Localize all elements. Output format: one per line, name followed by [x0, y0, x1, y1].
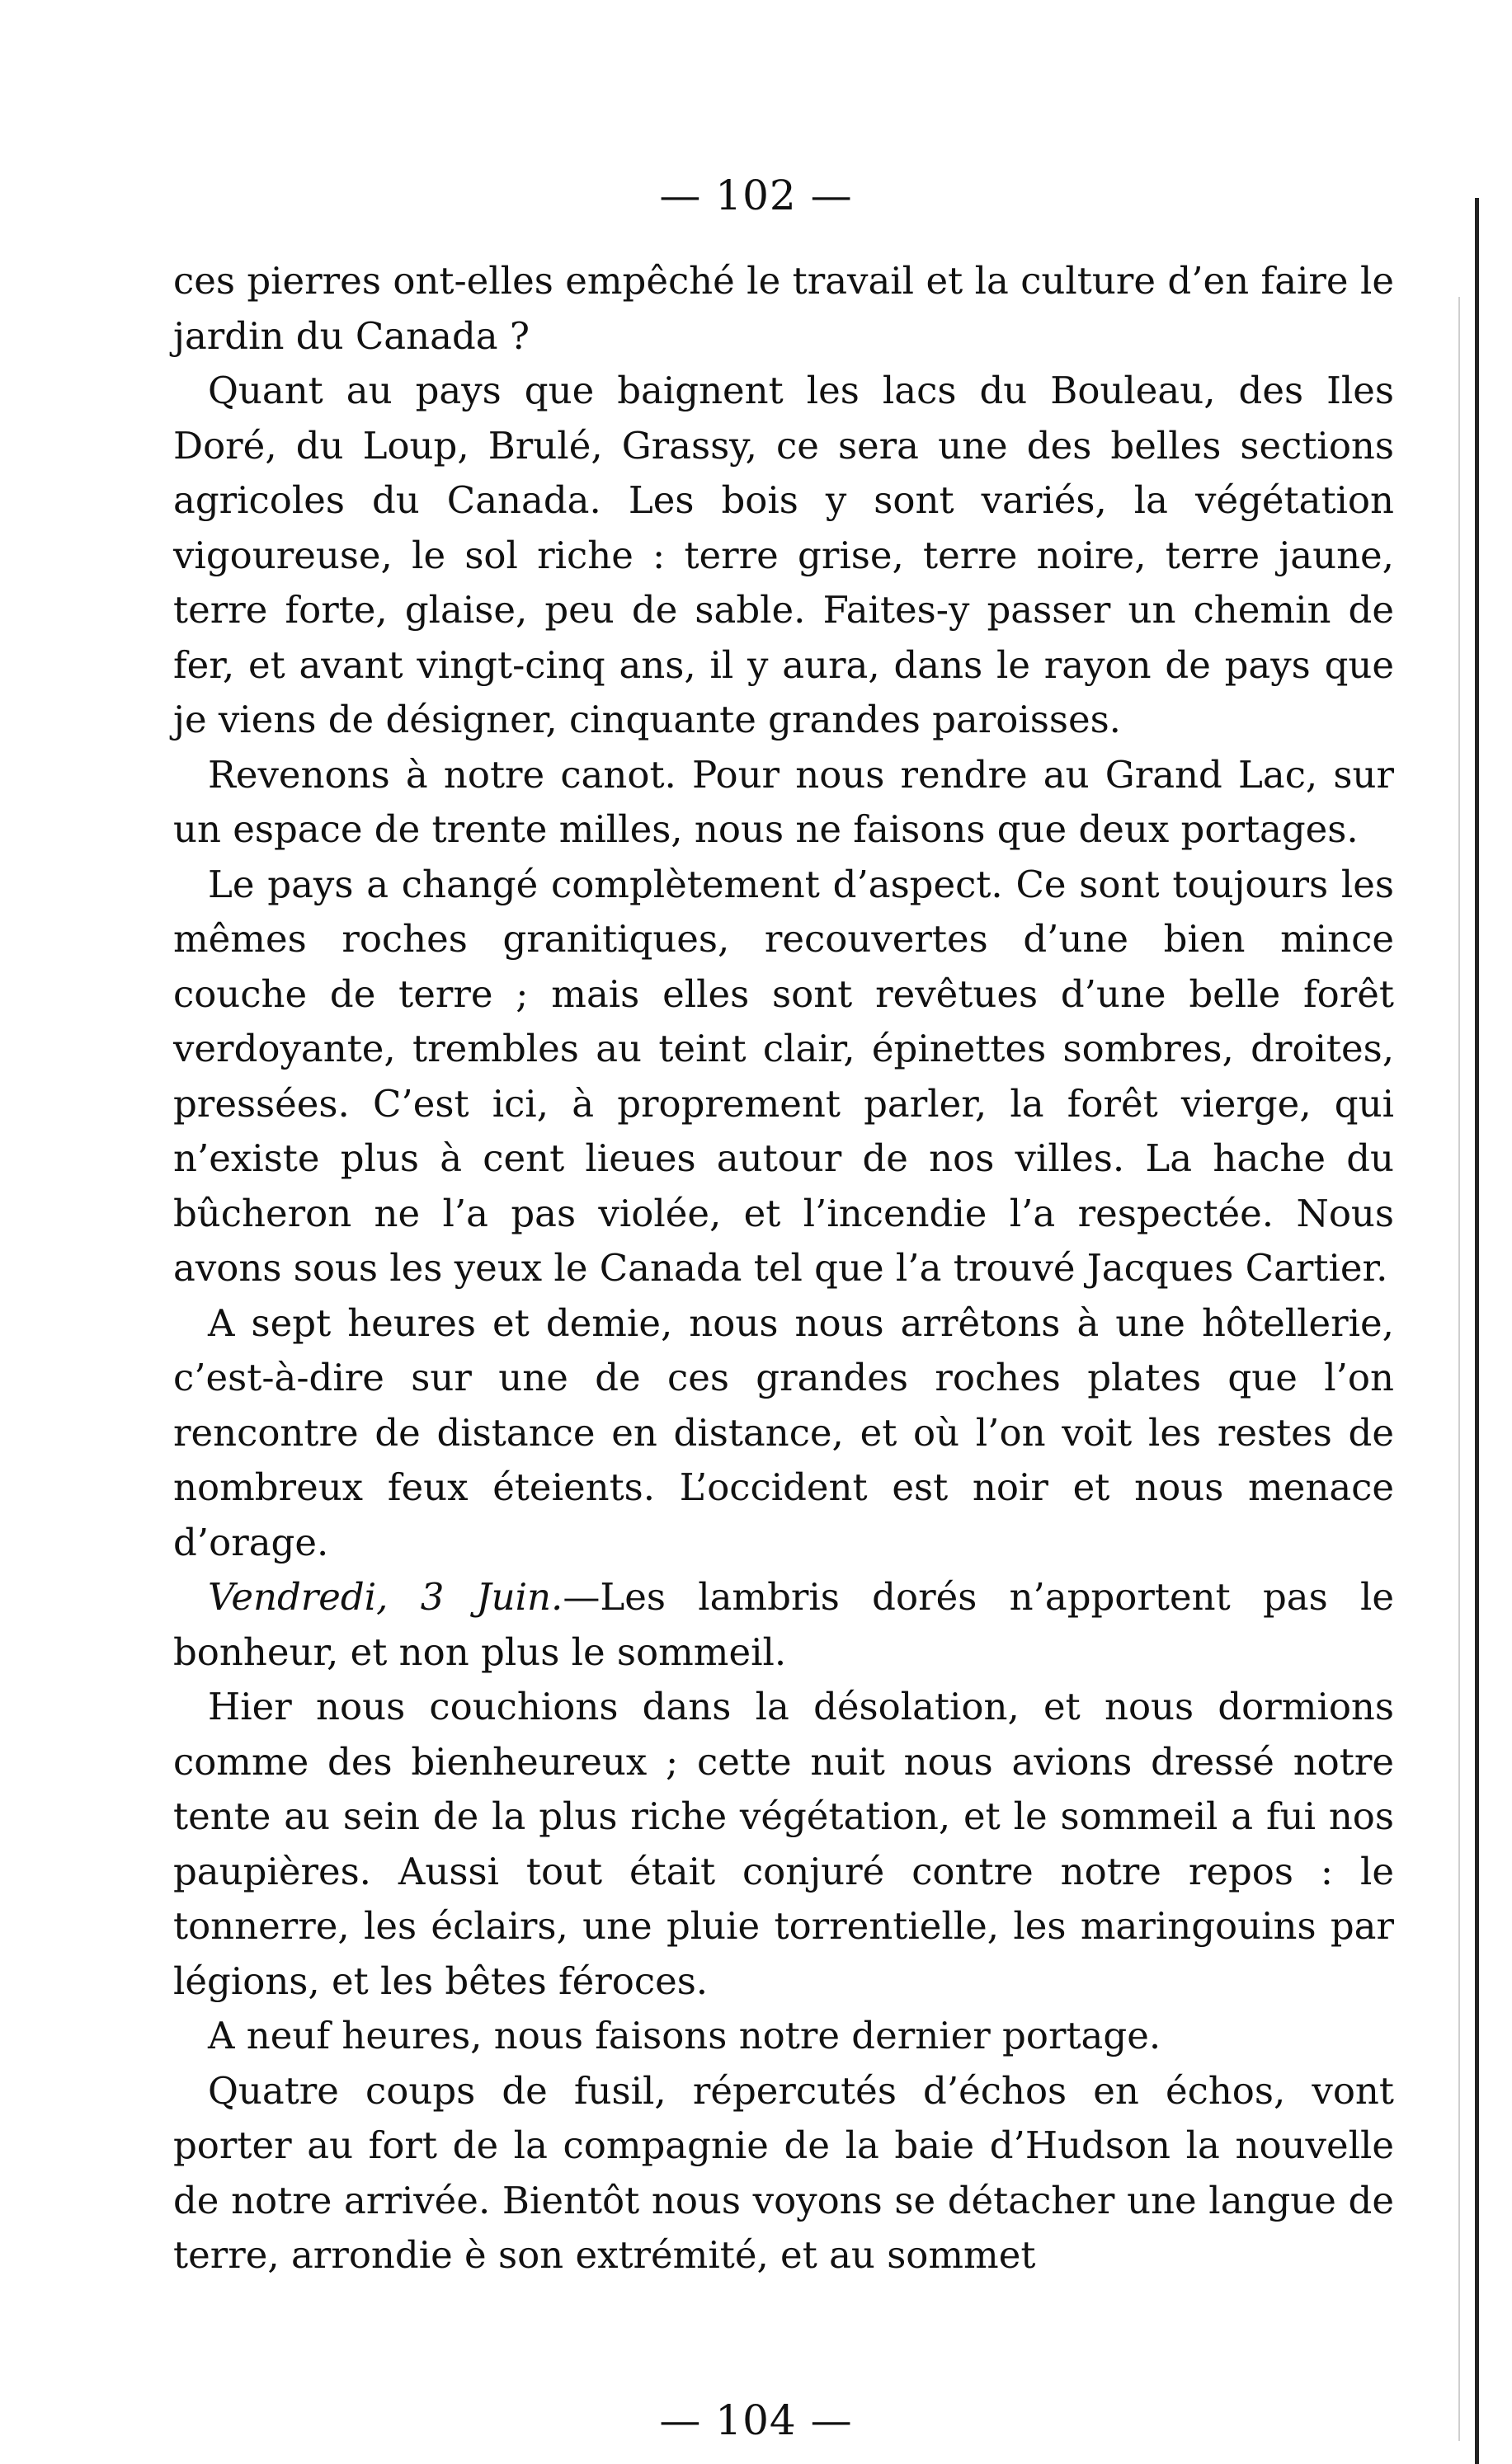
page-number-top: — 102 —	[659, 172, 853, 219]
paragraph-5: A sept heures et demie, nous nous arrêtons à une hôtellerie, c’est-à-dire sur une de ces grandes roches plates que l’on rencontre de distance en distance, et où l’on voit les restes de nombreux feux éteients. L’occident est noir et nous menace d’orage.	[173, 1300, 1394, 1564]
date-heading: Vendredi, 3 Juin.	[208, 1575, 563, 1619]
paragraph-3: Revenons à notre canot. Pour nous rendre au Grand Lac, sur un espace de trente milles, nous ne faisons que deux portages.	[173, 752, 1394, 851]
paragraph-6	[173, 1570, 1394, 1680]
paragraph-6-text: —Les lambris dorés n’apportent pas le bonheur, et non plus le sommeil.	[173, 1575, 1394, 1674]
page-number-bottom: — 104 —	[659, 2396, 853, 2444]
paragraph-1: ces pierres ont-elles empêché le travail et la culture d’en faire le jardin du Canada ?	[173, 259, 1394, 358]
paragraph-7: Hier nous couchions dans la désolation, et nous dormions comme des bienheureux ; cette nuit nous avions dressé notre tente au sein de la plus riche végétation, et le sommeil a fui nos paupières. Aussi tout était conjuré contre notre repos : le tonnerre, les éclairs, une pluie torrentielle, les maringouins par légions, et les bêtes féroces.	[173, 1685, 1394, 2003]
paragraph-9: Quatre coups de fusil, répercutés d’échos en échos, vont porter au fort de la compagnie de la baie d’Hudson la nouvelle de notre arrivée. Bientôt nous voyons se détacher une langue de terre, arrondie è son extrémité, et au sommet	[173, 2068, 1394, 2277]
body-text	[173, 254, 1394, 2283]
paragraph-2: Quant au pays que baignent les lacs du Bouleau, des Iles Doré, du Loup, Brulé, Grassy, ce sera une des belles sections agricoles du Canada. Les bois y sont variés, la végétation vigoureuse, le sol riche : terre grise, terre noire, terre jaune, terre forte, glaise, peu de sable. Faites-y passer un chemin de fer, et avant vingt-cinq ans, il y aura, dans le rayon de pays que je viens de désigner, cinquante grandes paroisses.	[173, 369, 1394, 741]
paragraph-8: A neuf heures, nous faisons notre dernier portage.	[208, 2014, 1161, 2057]
page-edge-shadow	[1475, 198, 1479, 2464]
page-edge-line	[1458, 297, 1460, 2441]
paragraph-4: Le pays a changé complètement d’aspect. Ce sont toujours les mêmes roches granitiques, recouvertes d’une bien mince couche de terre ; mais elles sont revêtues d’une belle forêt verdoyante, trembles au teint clair, épinettes sombres, droites, pressées. C’est ici, à proprement parler, la forêt vierge, qui n’existe plus à cent lieues autour de nos villes. La hache du bûcheron ne l’a pas violée, et l’incendie l’a respectée. Nous avons sous les yeux le Canada tel que l’a trouvé Jacques Cartier.	[173, 862, 1394, 1290]
